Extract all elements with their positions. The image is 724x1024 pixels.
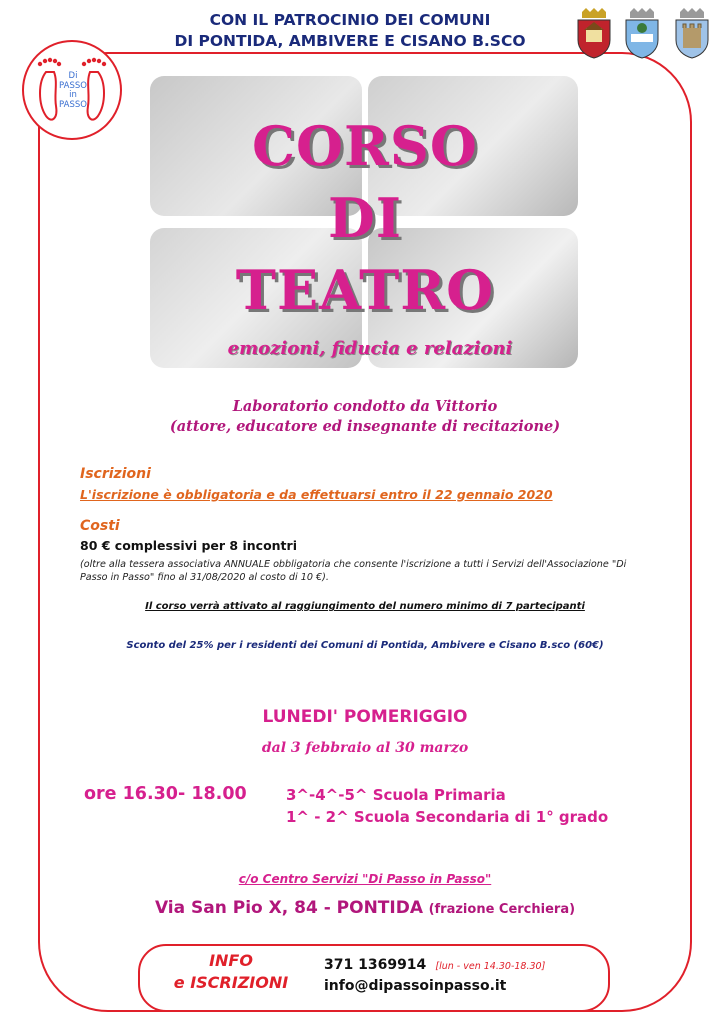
lab-leader-role: (attore, educatore ed insegnante di recitazione) — [169, 418, 561, 435]
title-line1: CORSO — [252, 114, 478, 178]
costs-note-line1: (oltre alla tessera associativa ANNUALE obbligatoria che consente l'iscrizione a tutti i Servizi dell'Associazione "Di — [80, 559, 627, 570]
title-line3: TEATRO — [235, 258, 495, 322]
lab-leader: Laboratorio condotto da Vittorio — [232, 398, 498, 415]
schedule-group2: 1^ - 2^ Scuola Secondaria di 1° grado — [286, 808, 609, 826]
enrollment-text: L'iscrizione è obbligatoria e da effettuarsi entro il 22 gennaio 2020 — [80, 487, 553, 502]
info-phone-line — [324, 954, 545, 973]
pontida-crest-icon — [574, 6, 614, 60]
costs-note — [80, 558, 680, 584]
info-label2: e ISCRIZIONI — [173, 973, 289, 992]
location-address: Via San Pio X, 84 - PONTIDA — [154, 898, 423, 918]
title-line2: DI — [327, 186, 403, 250]
course-title — [150, 116, 580, 320]
logo-line3: in — [69, 90, 77, 100]
schedule-day: LUNEDI' POMERIGGIO — [262, 707, 468, 727]
logo-line4: PASSO — [59, 99, 87, 110]
activation-note: Il corso verrà attivato al raggiungimento del numero minimo di 7 partecipanti — [145, 601, 585, 612]
schedule-group1: 3^-4^-5^ Scuola Primaria — [286, 786, 506, 804]
association-logo — [22, 40, 122, 140]
course-subtitle: emozioni, fiducia e relazioni — [227, 338, 513, 359]
costs-note-line2: Passo in Passo" fino al 31/08/2020 al costo di 10 €). — [80, 572, 329, 583]
patronage-line2: DI PONTIDA, AMBIVERE E CISANO B.SCO — [174, 32, 526, 50]
schedule-time: ore 16.30- 18.00 — [84, 784, 247, 804]
logo-line1: Di — [68, 71, 78, 81]
enrollment-label: Iscrizioni — [80, 466, 151, 482]
patronage-header — [150, 10, 550, 52]
info-email[interactable]: info@dipassoinpasso.it — [324, 978, 507, 994]
location-address-line — [80, 898, 650, 918]
info-phone[interactable]: 371 1369914 — [324, 957, 427, 973]
discount-note: Sconto del 25% per i residenti dei Comuni di Pontida, Ambivere e Cisano B.sco (60€) — [126, 640, 604, 651]
info-label — [146, 950, 316, 994]
info-hours: [lun - ven 14.30-18.30] — [435, 961, 546, 972]
costs-amount: 80 € complessivi per 8 incontri — [80, 538, 297, 553]
logo-line2: PASSO — [59, 80, 87, 91]
ambivere-crest-icon — [622, 6, 662, 60]
location-district: (frazione Cerchiera) — [428, 902, 576, 917]
cisano-crest-icon — [672, 6, 712, 60]
info-label1: INFO — [209, 951, 253, 970]
patronage-line1: CON IL PATROCINIO DEI COMUNI — [209, 11, 491, 29]
info-box — [138, 944, 610, 1012]
location-center: c/o Centro Servizi "Di Passo in Passo" — [238, 872, 492, 886]
logo-text — [56, 72, 90, 110]
schedule-period: dal 3 febbraio al 30 marzo — [261, 740, 469, 756]
costs-label: Costi — [80, 518, 120, 534]
